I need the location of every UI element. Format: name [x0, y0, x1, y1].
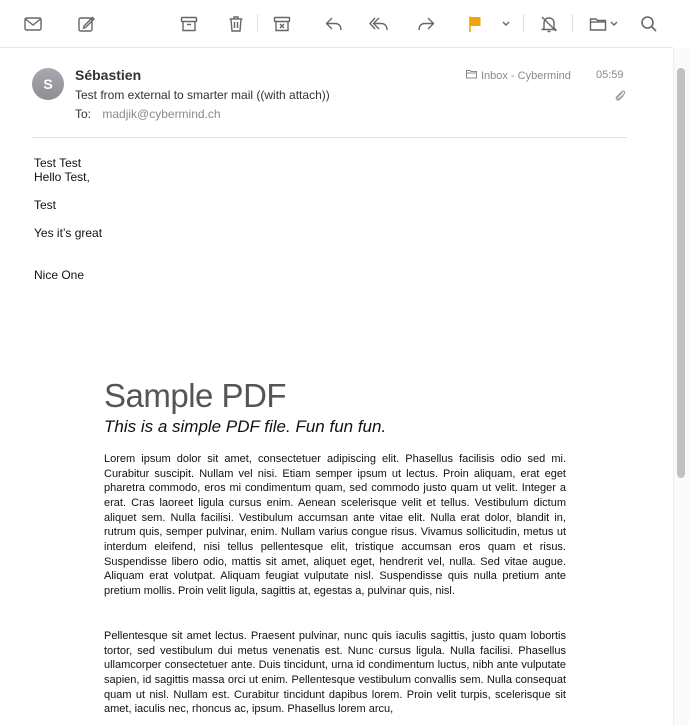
compose-icon[interactable]	[74, 12, 98, 36]
mailbox-label[interactable]	[466, 69, 571, 82]
toolbar-separator	[523, 14, 524, 32]
toolbar-separator	[572, 14, 573, 32]
message-body	[34, 156, 102, 282]
trash-icon[interactable]	[224, 12, 248, 36]
body-line: Nice One	[34, 268, 85, 282]
spacer	[34, 240, 102, 268]
flag-chevron-down-icon[interactable]	[500, 16, 512, 34]
paperclip-icon[interactable]	[614, 88, 626, 107]
pdf-paragraph: Lorem ipsum dolor sit amet, consectetuer adipiscing elit. Phasellus facilisis odio sed mi. Curabitur suscipit. Nullam vel nisi. Etiam semper ipsum ut lectus. Proin aliquam, erat eget pharetra commodo, eros mi condimentum quam, sed commodo justo quam ut velit. Integer a erat. Cras laoreet ligula cursus enim. Aenean scelerisque velit et tellus. Vestibulum dictum aliquet sem. Nulla facilisi. Vestibulum accumsan ante vitae elit. Nulla erat dolor, blandit in, rutrum quis, semper pulvinar, enim. Nullam varius congue risus. Vivamus sollicitudin, metus ut interdum eleifend, nisi tellus pellentesque elit, tristique accumsan eros quam et risus. Suspendisse libero odio, mattis sit amet, aliquet eget, hendrerit vel, nulla. Sed vitae augue. Aliquam erat volutpat. Aliquam feugiat vulputate nisl. Suspendisse quis nulla pretium ante pretium mollis. Proin velit ligula, sagittis at, egestas a, pulvinar quis, nisl.	[104, 453, 566, 597]
to-address[interactable]: madjik@cybermind.ch	[102, 107, 221, 121]
scrollbar-thumb[interactable]	[677, 68, 685, 478]
avatar[interactable]: S	[32, 68, 64, 100]
forward-icon[interactable]	[414, 12, 438, 36]
body-line: Hello Test,	[34, 170, 90, 184]
reply-all-icon[interactable]	[367, 12, 391, 36]
folder-icon	[466, 69, 477, 82]
archive-icon[interactable]	[177, 12, 201, 36]
to-row	[75, 107, 221, 121]
mailbox-name: Inbox - Cybermind	[481, 69, 571, 82]
mute-bell-icon[interactable]	[537, 12, 561, 36]
folder-chevron-down-icon[interactable]	[608, 16, 620, 34]
spacer	[34, 212, 102, 226]
message-subject: Test from external to smarter mail ((with attach))	[75, 88, 330, 102]
pdf-paragraph: Pellentesque sit amet lectus. Praesent pulvinar, nunc quis iaculis sagittis, justo quam lobortis tortor, sed vestibulum dui metus venenatis est. Nunc cursus ligula. Nulla facilisi. Phasellus ullamcorper consectetuer ante. Duis tincidunt, urna id condimentum luctus, nibh ante vulputate sapien, id sagittis massa orci ut enim. Pellentesque vestibulum convallis sem. Nulla consequat quam ut nisl. Nullam est. Curabitur tincidunt dapibus lorem. Proin velit turpis, scelerisque sit amet, iaculis nec, rhoncus ac, ipsum. Phasellus lorem arcu,	[104, 630, 566, 716]
pdf-title: Sample PDF	[104, 377, 287, 414]
move-folder-icon[interactable]	[586, 12, 610, 36]
sender-name[interactable]: Sébastien	[75, 67, 142, 83]
body-line: Test Test	[34, 156, 82, 170]
search-icon[interactable]	[637, 12, 661, 36]
toolbar-separator	[257, 14, 258, 32]
window-edge	[673, 0, 689, 48]
compose-envelope-icon[interactable]	[21, 12, 45, 36]
flag-icon[interactable]	[463, 12, 487, 36]
body-line: Yes it’s great	[34, 226, 103, 240]
spacer	[34, 184, 102, 198]
junk-icon[interactable]	[270, 12, 294, 36]
toolbar	[0, 0, 689, 48]
header-divider	[32, 137, 627, 138]
body-line: Test	[34, 198, 57, 212]
message-time: 05:59	[596, 69, 624, 81]
to-label: To:	[75, 107, 92, 121]
pdf-subtitle: This is a simple PDF file. Fun fun fun.	[104, 417, 387, 436]
reply-icon[interactable]	[322, 12, 346, 36]
